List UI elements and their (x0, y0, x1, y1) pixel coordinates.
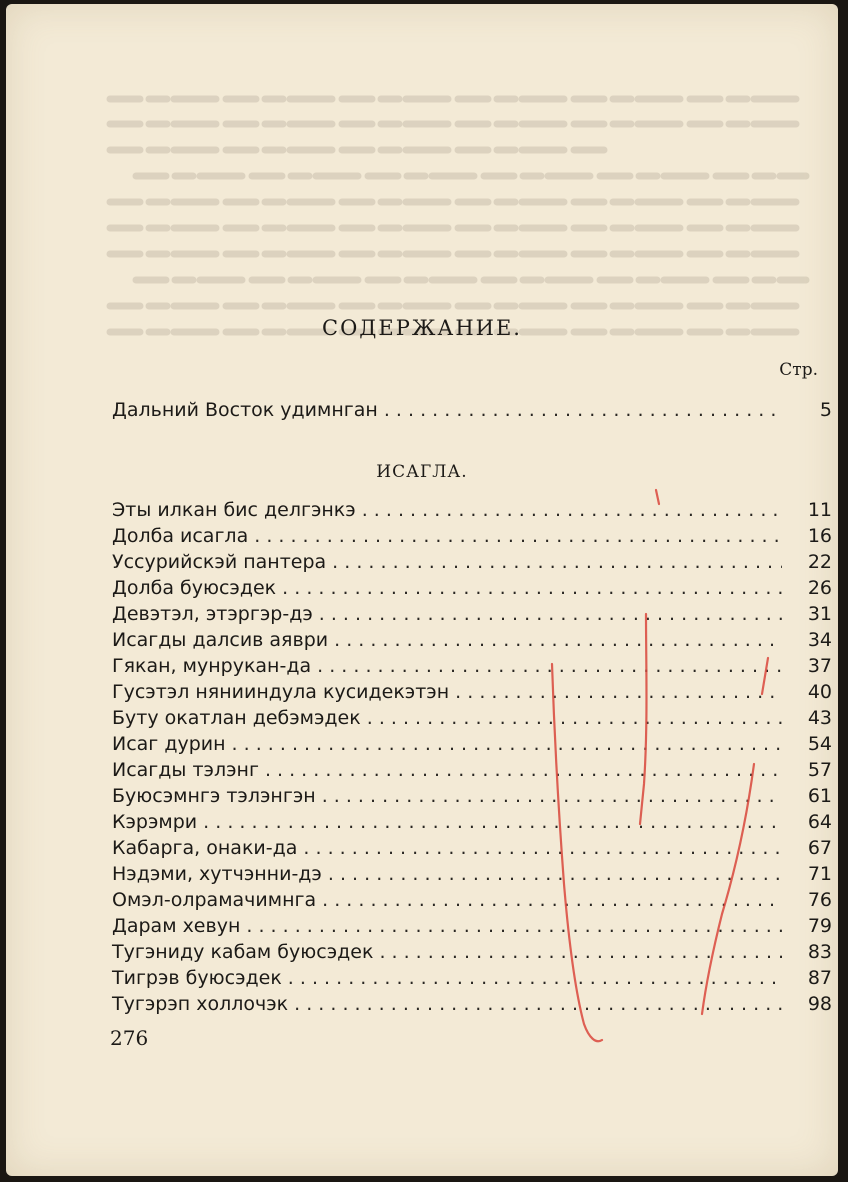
toc-entry-title: Эты илкан бис делгэнкэ (112, 499, 356, 521)
toc-entry-page: 54 (807, 733, 832, 755)
toc-entry-title: Буюсэмнгэ тэлэнгэн (112, 785, 316, 807)
toc-entry-title: Омэл-олрамачимнга (112, 889, 317, 911)
toc-entry-page: 61 (807, 785, 832, 807)
toc-entry-page: 31 (807, 603, 832, 625)
toc-entry-page: 11 (807, 499, 832, 521)
toc-entry-page: 34 (807, 629, 832, 651)
toc-entry-title: Долба буюсэдек (112, 577, 277, 599)
toc-entry-title: Дальний Восток удимнган (112, 399, 378, 421)
toc-entry-title: Уссурийскэй пантера (112, 551, 327, 573)
toc-entry-title: Исагды тэлэнг (112, 759, 259, 781)
page-number: 276 (110, 1026, 149, 1050)
book-page (6, 4, 838, 1176)
toc-entry-page: 98 (807, 993, 832, 1015)
page-column-label: Стр. (779, 360, 818, 380)
toc-entry-title: Дарам хевун (112, 915, 241, 937)
toc-entry-page: 57 (807, 759, 832, 781)
toc-entry-title: Кабарга, онаки-да (112, 837, 298, 859)
section-heading: ИСАГЛА. (376, 462, 468, 482)
toc-entry-page: 64 (807, 811, 832, 833)
toc-entry-title: Буту окатлан дебэмэдек (112, 707, 361, 729)
toc-entry-page: 37 (807, 655, 832, 677)
toc-entry-page: 22 (807, 551, 832, 573)
toc-entry-page: 43 (807, 707, 832, 729)
toc-entry-title: Исаг дурин (112, 733, 226, 755)
toc-entry-page: 83 (807, 941, 832, 963)
toc-entry-title: Тигрэв буюсэдек (112, 967, 282, 989)
toc-entry-page: 71 (807, 863, 832, 885)
toc-entry-page: 40 (807, 681, 832, 703)
red-pencil-marks (6, 4, 838, 1176)
toc-entry-title: Исагды далсив аяври (112, 629, 329, 651)
toc-entry-title: Кэрэмри (112, 811, 198, 833)
toc-entry-title: Гякан, мунрукан-да (112, 655, 312, 677)
toc-entry-title: Гусэтэл нянииндула кусидекэтэн (112, 681, 450, 703)
toc-entry-page: 67 (807, 837, 832, 859)
toc-entry-page: 26 (807, 577, 832, 599)
toc-entry-title: Нэдэми, хутчэнни-дэ (112, 863, 322, 885)
toc-entry-title: Девэтэл, этэргэр-дэ (112, 603, 313, 625)
toc-entry-page: 5 (819, 399, 832, 421)
toc-entry-page: 79 (807, 915, 832, 937)
toc-entry-title: Долба исагла (112, 525, 249, 547)
toc-heading: СОДЕРЖАНИЕ. (322, 316, 522, 340)
toc-entry-title: Тугэрэп холлочэк (112, 993, 289, 1015)
toc-entry-title: Тугэниду кабам буюсэдек (112, 941, 374, 963)
toc-entry-page: 76 (807, 889, 832, 911)
toc-entry-page: 87 (807, 967, 832, 989)
toc-entry-page: 16 (807, 525, 832, 547)
